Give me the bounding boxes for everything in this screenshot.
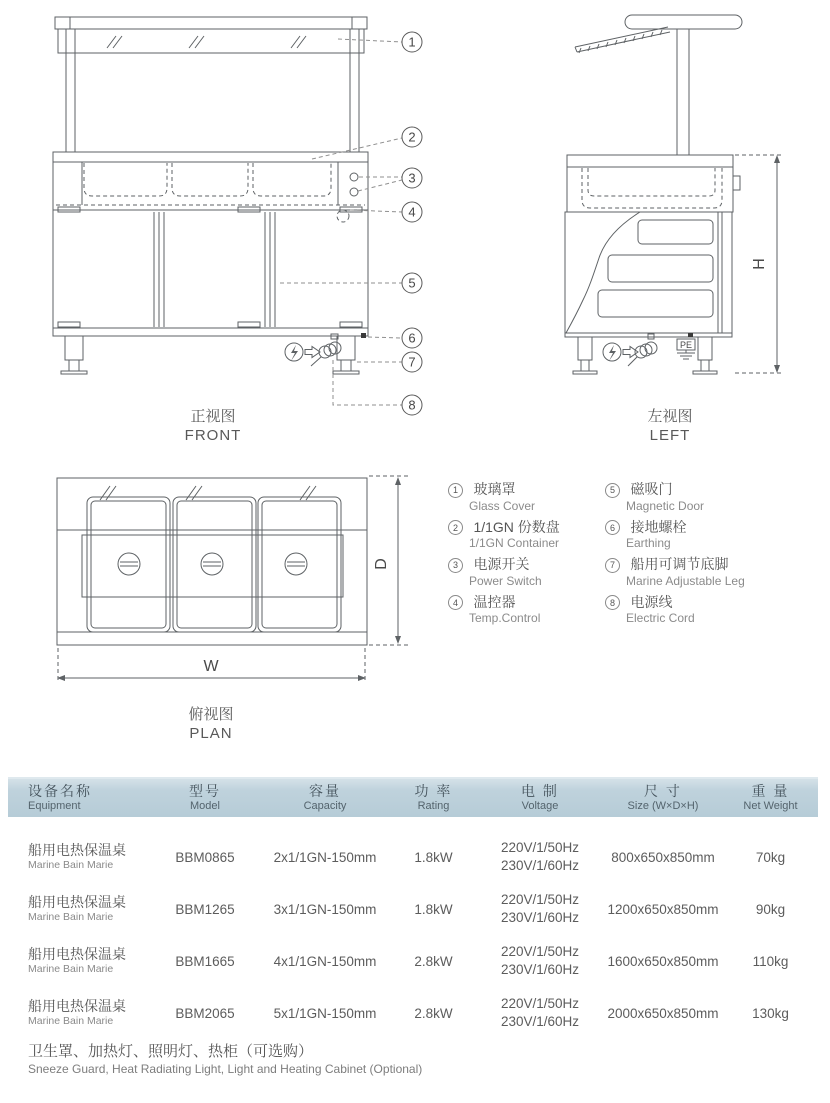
counter-side	[567, 155, 740, 212]
column-header-en: Capacity	[303, 800, 347, 812]
column-header-en: Voltage	[521, 800, 559, 812]
voltage-cell	[477, 995, 603, 1031]
legend-item-number: 6	[605, 520, 620, 535]
column-header	[390, 779, 477, 817]
model-cell: BBM1265	[175, 901, 235, 917]
gn-containers	[56, 163, 365, 222]
weight-cell: 130kg	[752, 1005, 789, 1021]
column-header	[150, 779, 260, 817]
size-cell: 1600x650x850mm	[607, 953, 719, 969]
plan-view-label-en: PLAN	[189, 725, 233, 742]
model-cell: BBM1665	[175, 953, 235, 969]
weight-cell: 110kg	[752, 953, 789, 969]
equipment-cell	[8, 946, 150, 976]
table-row	[8, 883, 818, 935]
optional-note-en: Sneeze Guard, Heat Radiating Light, Light and Heating Cabinet (Optional)	[28, 1062, 423, 1076]
column-header-en: Net Weight	[743, 800, 798, 812]
voltage-cell	[477, 839, 603, 875]
svg-text:1: 1	[408, 34, 416, 50]
legend-item-label-en: Electric Cord	[626, 611, 695, 625]
gn-containers-plan	[87, 486, 341, 632]
callout-7	[402, 352, 422, 372]
voltage-line-2: 230V/1/60Hz	[500, 1014, 580, 1029]
callout-3	[402, 168, 422, 188]
left-view-label-zh: 左视图	[647, 408, 693, 425]
equipment-name-en: Marine Bain Marie	[28, 911, 114, 923]
table-row	[8, 831, 818, 883]
earthing-bolt	[361, 333, 366, 338]
callout-2	[402, 127, 422, 147]
spec-table-header	[8, 777, 818, 817]
svg-text:PE: PE	[679, 340, 693, 350]
column-header-en: Equipment	[28, 800, 81, 812]
legend-item-label-en: Glass Cover	[469, 498, 536, 513]
cabinet-doors	[53, 207, 368, 336]
legend-item-label-zh: 船用可调节底脚	[630, 556, 729, 572]
front-view-label-zh: 正视图	[190, 408, 236, 425]
legend-item-label-en: Power Switch	[469, 573, 542, 588]
callout-8	[402, 395, 422, 415]
legend-item	[448, 481, 605, 519]
column-header-zh: 重 量	[751, 783, 790, 799]
callout-5	[402, 273, 422, 293]
callout-1	[402, 32, 422, 52]
column-header	[260, 779, 390, 817]
column-header-zh: 设备名称	[28, 783, 92, 799]
equipment-name-en: Marine Bain Marie	[28, 859, 114, 871]
svg-text:W: W	[203, 658, 219, 675]
legend-item	[448, 594, 605, 632]
callout-6	[402, 328, 422, 348]
svg-text:4: 4	[408, 204, 416, 220]
column-header	[8, 779, 150, 817]
column-header-zh: 型号	[189, 783, 221, 799]
voltage-line-1: 220V/1/50Hz	[500, 944, 580, 959]
legend-item-number: 2	[448, 520, 463, 535]
legend-item-label-zh: 接地螺栓	[630, 518, 687, 535]
legend-item-number: 3	[448, 558, 463, 573]
size-cell: 800x650x850mm	[611, 849, 715, 865]
legend-item-label-zh: 玻璃罩	[473, 481, 516, 497]
legend-item-label-en: Marine Adjustable Leg	[626, 573, 745, 588]
model-cell: BBM0865	[175, 849, 235, 865]
svg-text:8: 8	[408, 397, 416, 413]
power-cord-icon	[603, 334, 657, 366]
svg-text:2: 2	[408, 129, 416, 145]
optional-note-zh: 卫生罩、加热灯、照明灯、热柜（可选购）	[28, 1043, 314, 1060]
capacity-cell: 2x1/1GN-150mm	[273, 849, 377, 865]
legend-item-label-zh: 1/1GN 份数盘	[473, 518, 560, 535]
legend-item-label-zh: 电源线	[630, 593, 673, 610]
table-row	[8, 987, 818, 1039]
equipment-name-en: Marine Bain Marie	[28, 1015, 114, 1027]
svg-text:7: 7	[408, 354, 416, 370]
front-view-label-en: FRONT	[184, 427, 242, 444]
svg-text:6: 6	[408, 330, 416, 346]
voltage-line-2: 230V/1/60Hz	[500, 962, 580, 977]
callout-4	[402, 202, 422, 222]
capacity-cell: 4x1/1GN-150mm	[273, 953, 377, 969]
spec-table	[8, 777, 818, 1039]
equipment-name-zh: 船用电热保温桌	[28, 998, 126, 1014]
weight-cell: 90kg	[755, 901, 786, 917]
equipment-cell	[8, 894, 150, 924]
front-view-label	[150, 408, 276, 445]
column-header-zh: 尺 寸	[644, 783, 682, 799]
width-dimension	[57, 648, 366, 682]
svg-text:5: 5	[408, 275, 416, 291]
model-cell: BBM2065	[175, 1005, 235, 1021]
control-knobs	[350, 173, 358, 196]
column-header	[477, 779, 603, 817]
column-header-en: Rating	[417, 800, 450, 812]
height-dimension	[735, 155, 783, 373]
voltage-line-1: 220V/1/50Hz	[500, 892, 580, 907]
adjustable-legs	[61, 336, 359, 374]
column-header-zh: 电 制	[521, 783, 559, 799]
cabinet-section	[565, 212, 732, 337]
left-view-label	[610, 408, 730, 445]
parts-legend	[448, 481, 815, 631]
column-header-en: Size (W×D×H)	[627, 800, 699, 812]
legend-item-label-en: 1/1GN Container	[469, 536, 560, 550]
plan-view-drawing	[40, 460, 440, 695]
front-view-drawing	[40, 10, 432, 445]
size-cell: 2000x650x850mm	[607, 1005, 719, 1021]
voltage-line-2: 230V/1/60Hz	[500, 858, 580, 873]
legend-item	[605, 594, 815, 632]
capacity-cell: 3x1/1GN-150mm	[273, 901, 377, 917]
glass-cover-side	[575, 27, 670, 53]
svg-text:D: D	[373, 558, 390, 570]
voltage-cell	[477, 943, 603, 979]
legend-item-label-zh: 磁吸门	[630, 481, 673, 497]
column-header-zh: 容量	[309, 783, 341, 799]
spec-table-body	[8, 831, 818, 1039]
legend-item-number: 5	[605, 483, 620, 498]
depth-dimension	[369, 476, 408, 645]
left-view-label-en: LEFT	[649, 427, 691, 444]
legend-item-number: 1	[448, 483, 463, 498]
support-posts	[66, 29, 359, 152]
table-row	[8, 935, 818, 987]
column-header	[723, 779, 818, 817]
size-cell: 1200x650x850mm	[607, 901, 719, 917]
voltage-cell	[477, 891, 603, 927]
equipment-cell	[8, 842, 150, 872]
equipment-name-zh: 船用电热保温桌	[28, 894, 126, 910]
bain-marie-counter	[53, 152, 368, 222]
column-header-zh: 功 率	[414, 783, 453, 799]
rating-cell: 2.8kW	[414, 953, 453, 969]
capacity-cell: 5x1/1GN-150mm	[273, 1005, 377, 1021]
legend-item-number: 8	[605, 595, 620, 610]
svg-text:H: H	[751, 258, 768, 270]
equipment-name-en: Marine Bain Marie	[28, 963, 114, 975]
legend-item-label-zh: 电源开关	[473, 556, 530, 572]
plan-view-label	[150, 706, 272, 743]
column-header	[603, 779, 723, 817]
lamp-head	[625, 15, 742, 155]
plan-view-label-zh: 俯视图	[188, 706, 234, 723]
legend-item	[448, 519, 605, 557]
weight-cell: 70kg	[755, 849, 786, 865]
column-header-en: Model	[190, 800, 220, 812]
voltage-line-2: 230V/1/60Hz	[500, 910, 580, 925]
glass-cover	[55, 17, 367, 53]
legend-item-label-en: Magnetic Door	[626, 498, 705, 513]
legend-item	[605, 519, 815, 557]
legend-item-label-en: Temp.Control	[469, 611, 541, 625]
equipment-name-zh: 船用电热保温桌	[28, 946, 126, 962]
legend-item-label-zh: 温控器	[473, 593, 516, 610]
legend-item	[448, 556, 605, 594]
rating-cell: 1.8kW	[414, 901, 453, 917]
left-view-drawing	[550, 10, 790, 445]
legend-item	[605, 556, 815, 594]
voltage-line-1: 220V/1/50Hz	[500, 996, 580, 1011]
rating-cell: 2.8kW	[414, 1005, 453, 1021]
legend-item-label-en: Earthing	[626, 536, 671, 550]
rating-cell: 1.8kW	[414, 849, 453, 865]
voltage-line-1: 220V/1/50Hz	[500, 840, 580, 855]
legend-item-number: 7	[605, 558, 620, 573]
equipment-cell	[8, 998, 150, 1028]
legend-item	[605, 481, 815, 519]
svg-text:3: 3	[408, 170, 416, 186]
equipment-name-zh: 船用电热保温桌	[28, 842, 126, 858]
legend-item-number: 4	[448, 595, 463, 610]
